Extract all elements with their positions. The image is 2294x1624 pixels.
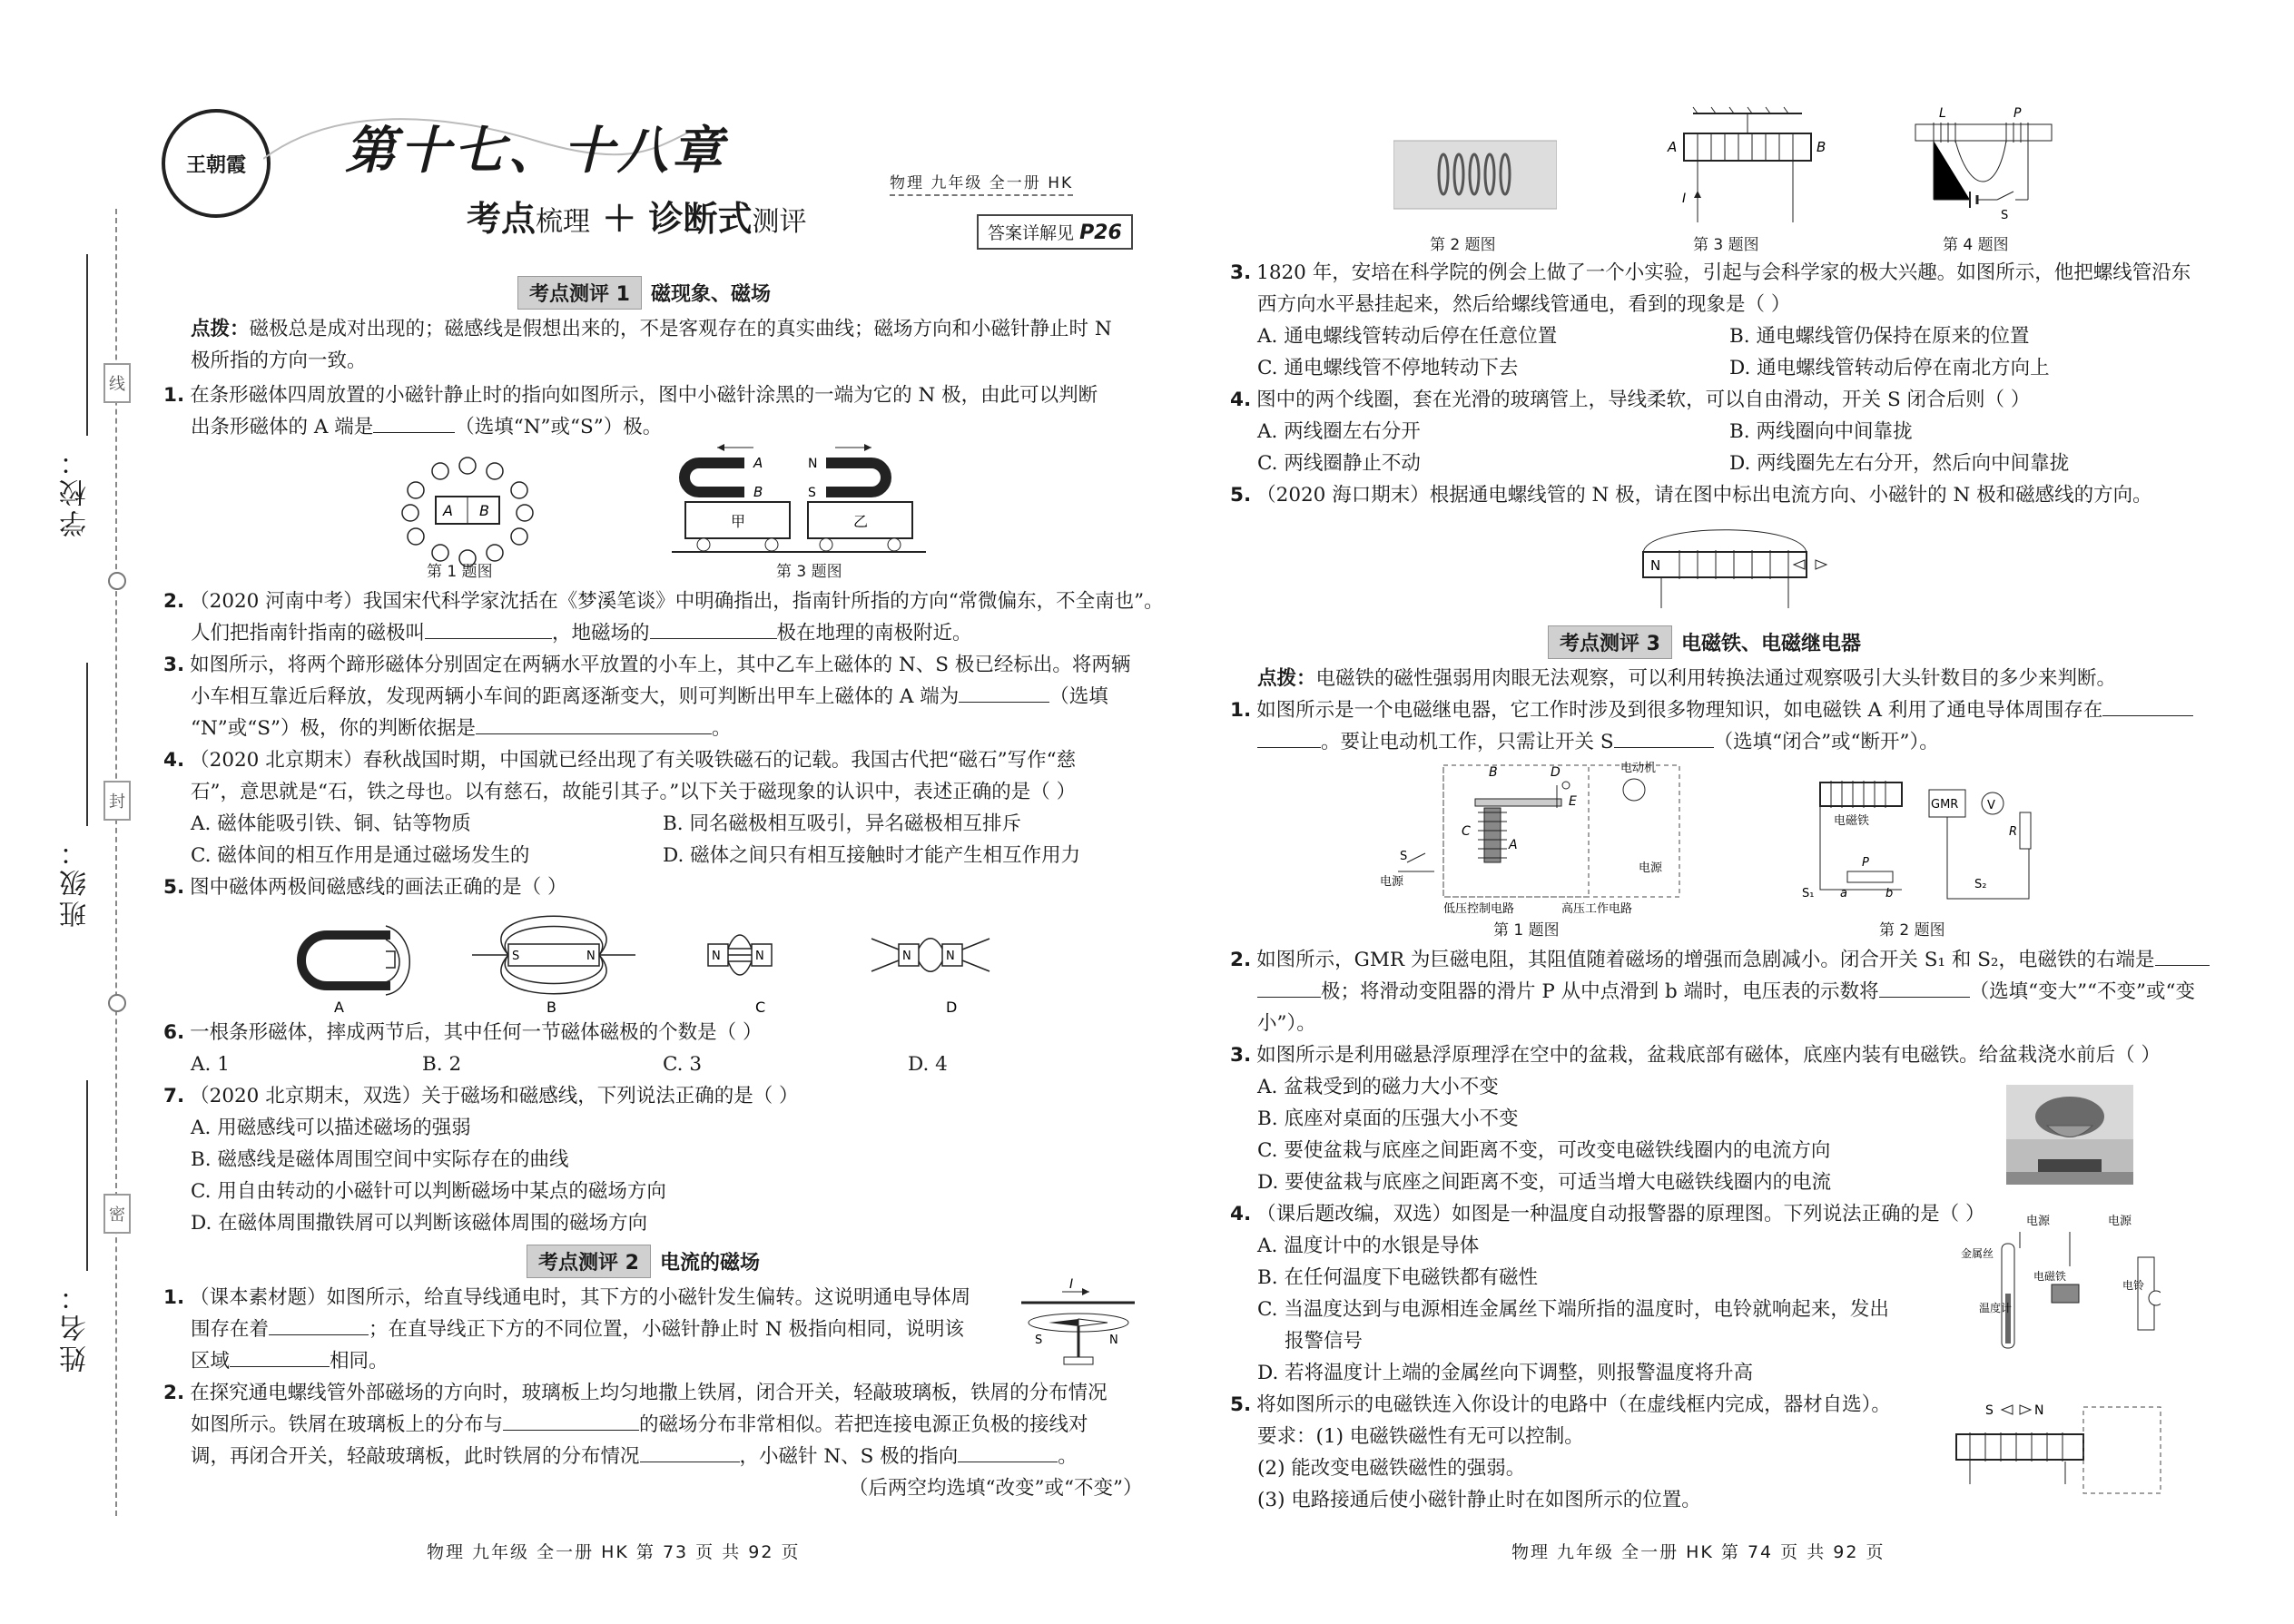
- figure-iron-filings: [1393, 136, 1557, 218]
- class-label: 班级：: [60, 835, 92, 928]
- svg-text:b: b: [1885, 887, 1894, 901]
- svg-text:R: R: [2009, 825, 2018, 839]
- answer-blank[interactable]: [1879, 997, 1970, 998]
- svg-text:低压控制电路: 低压控制电路: [1443, 902, 1515, 916]
- option-d[interactable]: D. 通电螺线管转动后停在南北方向上: [1729, 357, 2050, 379]
- svg-text:B: B: [1816, 139, 1826, 155]
- question-p2-cont2: 调，再闭合开关，轻敲玻璃板，此时铁屑的分布情况 ，小磁针 N、S 极的指向 。: [191, 1445, 1078, 1468]
- answer-blank[interactable]: [269, 1334, 369, 1335]
- question-p1: 1. （课本素材题）如图所示，给直导线通电时，其下方的小磁针发生偏转。这说明通电导体周: [163, 1286, 971, 1309]
- option-a[interactable]: A. 磁体能吸引铁、铜、钴等物质: [191, 812, 471, 835]
- question-p1-cont: 围存在着 ；在直导线正下方的不同位置，小磁针静止时 N 极指向相同，说明该: [191, 1318, 964, 1341]
- svg-text:B: B: [546, 999, 556, 1016]
- option-a[interactable]: A. 用磁感线可以描述磁场的强弱: [191, 1117, 471, 1139]
- seal-seal-mark: 封: [103, 781, 131, 821]
- option-a[interactable]: A. 1: [191, 1053, 230, 1076]
- figure-horseshoe-carts: [672, 440, 926, 563]
- question-p2-note: （后两空均选填“改变”或“不变”）: [849, 1477, 1143, 1500]
- svg-text:B: B: [479, 502, 489, 519]
- binding-dashed-line: [115, 209, 117, 1516]
- svg-text:S: S: [2001, 209, 2009, 222]
- answer-blank[interactable]: [1257, 997, 1321, 998]
- option-b[interactable]: B. 2: [422, 1053, 462, 1076]
- name-blank[interactable]: [86, 1080, 88, 1271]
- svg-text:S₁: S₁: [1802, 887, 1815, 901]
- option-d[interactable]: D. 磁体之间只有相互接触时才能产生相互作用力: [663, 844, 1081, 867]
- question-3: 3. 如图所示，将两个蹄形磁体分别固定在两辆水平放置的小车上，其中乙车上磁体的 N、S 极已经标出。将两辆: [163, 654, 1131, 676]
- question-e2-cont: 极；将滑动变阻器的滑片 P 从中点滑到 b 端时，电压表的示数将 （选填“变大”“不变”或“变: [1257, 976, 2195, 1008]
- requirement-3: (3) 电路接通后使小磁针静止时在如图所示的位置。: [1257, 1489, 1701, 1511]
- option-b[interactable]: B. 在任何温度下电磁铁都有磁性: [1257, 1266, 1538, 1289]
- figure-caption: 第 1 题图: [1493, 921, 1560, 940]
- option-c[interactable]: C. 通电螺线管不停地转动下去: [1257, 357, 1519, 379]
- figure-design-circuit: [1929, 1398, 2165, 1502]
- subtitle: 考点梳理 ＋ 诊断式测评: [467, 199, 807, 239]
- answer-blank[interactable]: [2155, 965, 2210, 966]
- answer-blank[interactable]: [425, 638, 552, 639]
- option-c-cont: 报警信号: [1285, 1330, 1364, 1353]
- option-a[interactable]: A. 两线圈左右分开: [1257, 420, 1421, 443]
- question-r3: 3. 1820 年，安培在科学院的例会上做了一个小实验，引起与会科学家的极大兴趣。如图所示，他把螺线管沿东: [1230, 261, 2191, 284]
- binding-hole: [108, 572, 126, 590]
- question-2-cont: 人们把指南针指南的磁极叫 ，地磁场的 极在地理的南极附近。: [191, 622, 972, 645]
- answer-blank[interactable]: [476, 733, 712, 734]
- svg-text:P: P: [2013, 106, 2022, 121]
- hint-1: 点拨：磁极总是成对出现的；磁感线是假想出来的，不是客观存在的真实曲线；磁场方向和小磁针静止时 N: [191, 318, 1112, 340]
- class-blank[interactable]: [86, 663, 88, 826]
- requirement-1: 要求：(1) 电磁铁磁性有无可以控制。: [1257, 1425, 1584, 1448]
- option-b[interactable]: B. 通电螺线管仍保持在原来的位置: [1729, 325, 2030, 348]
- svg-text:电源: 电源: [2026, 1215, 2051, 1228]
- question-3-cont2: “N”或“S”）极，你的判断依据是 。: [191, 717, 732, 740]
- option-d[interactable]: D. 4: [908, 1053, 948, 1076]
- svg-text:A: A: [443, 502, 453, 519]
- svg-text:E: E: [1569, 794, 1577, 809]
- question-p2: 2. 在探究通电螺线管外部磁场的方向时，玻璃板上均匀地撒上铁屑，闭合开关，轻敲玻璃板，铁屑的分布情况: [163, 1382, 1108, 1404]
- requirement-2: (2) 能改变电磁铁磁性的强弱。: [1257, 1457, 1526, 1480]
- svg-text:电动机: 电动机: [1620, 762, 1657, 775]
- option-b[interactable]: B. 同名磁极相互吸引，异名磁极相互排斥: [663, 812, 1021, 835]
- book-info: 物理 九年级 全一册 HK: [890, 170, 1073, 196]
- question-e1: 1. 如图所示是一个电磁继电器，它工作时涉及到很多物理知识，如电磁铁 A 利用了通电导体周围存在: [1230, 694, 2193, 726]
- svg-text:N: N: [946, 950, 955, 963]
- question-e2: 2. 如图所示，GMR 为巨磁电阻，其阻值随着磁场的增强而急剧减小。闭合开关 S₁ 和 S₂，电磁铁的右端是: [1230, 944, 2210, 976]
- school-label: 学校：: [60, 445, 92, 537]
- svg-text:A: A: [753, 455, 763, 471]
- question-r4: 4. 图中的两个线圈，套在光滑的玻璃管上，导线柔软，可以自由滑动，开关 S 闭合后则（ ）: [1230, 389, 2031, 411]
- svg-text:D: D: [946, 999, 958, 1016]
- question-6: 6. 一根条形磁体，摔成两节后，其中任何一节磁体磁极的个数是（ ）: [163, 1021, 763, 1044]
- seal-line-mark: 线: [103, 363, 131, 403]
- svg-text:A: A: [1509, 838, 1518, 852]
- svg-text:电源: 电源: [2108, 1215, 2132, 1228]
- svg-text:电源: 电源: [1639, 861, 1663, 875]
- page-footer-left: 物理 九年级 全一册 HK 第 73 页 共 92 页: [427, 1542, 801, 1562]
- option-c[interactable]: C. 3: [663, 1053, 703, 1076]
- section-header-2: 考点测评 2 电流的磁场: [527, 1245, 760, 1276]
- answer-reference: 答案详解见 P26: [977, 214, 1133, 250]
- option-d[interactable]: D. 两线圈先左右分开，然后向中间靠拢: [1729, 452, 2070, 475]
- option-c[interactable]: C. 磁体间的相互作用是通过磁场发生的: [191, 844, 530, 867]
- option-b[interactable]: B. 磁感线是磁体周围空间中实际存在的曲线: [191, 1148, 569, 1171]
- question-4: 4. （2020 北京期末）春秋战国时期，中国就已经出现了有关吸铁磁石的记载。我国古代把“磁石”写作“慈: [163, 749, 1077, 772]
- figure-relay-circuit: [1380, 758, 1689, 917]
- option-a[interactable]: A. 温度计中的水银是导体: [1257, 1235, 1480, 1257]
- option-b[interactable]: B. 两线圈向中间靠拢: [1729, 420, 1913, 443]
- question-e3: 3. 如图所示是利用磁悬浮原理浮在空中的盆栽，盆栽底部有磁体，底座内装有电磁铁。给盆栽浇水前后（ ）: [1230, 1044, 2161, 1067]
- figure-levitating-plant-photo: [2006, 1085, 2133, 1185]
- svg-text:N: N: [1650, 557, 1661, 574]
- name-label: 姓名：: [60, 1280, 92, 1373]
- section-header-1: 考点测评 1 磁现象、磁场: [517, 277, 771, 308]
- binding-hole: [108, 994, 126, 1012]
- svg-text:乙: 乙: [853, 513, 869, 530]
- svg-text:金属丝: 金属丝: [1961, 1247, 1994, 1260]
- seal-dense-mark: 密: [103, 1194, 131, 1234]
- svg-text:GMR: GMR: [1931, 798, 1959, 812]
- svg-text:I: I: [1069, 1277, 1074, 1292]
- option-c[interactable]: C. 要使盆栽与底座之间距离不变，可改变电磁铁线圈内的电流方向: [1257, 1139, 1831, 1162]
- svg-text:高压工作电路: 高压工作电路: [1561, 902, 1633, 916]
- svg-text:N: N: [586, 950, 596, 963]
- figure-caption: 第 3 题图: [776, 563, 842, 581]
- question-4-cont: 石”，意思就是“石，铁之母也。以有慈石，故能引其子。”以下关于磁现象的认识中，表述正确的是（ ）: [191, 781, 1077, 803]
- svg-text:N: N: [2034, 1403, 2044, 1418]
- figure-two-coils: [1906, 104, 2061, 222]
- figure-bar-magnet-compasses: [390, 449, 545, 576]
- figure-gmr-circuit: [1784, 772, 2038, 912]
- svg-text:a: a: [1840, 887, 1847, 901]
- option-d[interactable]: D. 在磁体周围撒铁屑可以判断该磁体周围的磁场方向: [191, 1212, 648, 1235]
- svg-text:L: L: [1939, 106, 1946, 121]
- option-d[interactable]: D. 要使盆栽与底座之间距离不变，可适当增大电磁铁线圈内的电流: [1257, 1171, 1832, 1194]
- question-1-cont: 出条形磁体的 A 端是 （选填“N”或“S”）极。: [191, 416, 663, 438]
- school-blank[interactable]: [86, 254, 88, 436]
- svg-text:S: S: [1985, 1403, 1994, 1418]
- figure-wire-compass: [1008, 1275, 1144, 1375]
- chapter-title: 第十七、十八章: [345, 122, 726, 181]
- question-3-cont: 小车相互靠近后释放，发现两辆小车间的距离逐渐变大，则可判断出甲车上磁体的 A 端为 （选填: [191, 685, 1108, 708]
- answer-blank[interactable]: [2102, 715, 2193, 716]
- question-r3-cont: 西方向水平悬挂起来，然后给螺线管通电，看到的现象是（ ）: [1257, 293, 1791, 316]
- question-1: 1. 在条形磁体四周放置的小磁针静止时的指向如图所示，图中小磁针涂黑的一端为它的 N 极，由此可以判断: [163, 384, 1098, 407]
- svg-text:N: N: [712, 950, 721, 963]
- figure-caption: 第 4 题图: [1943, 236, 2009, 254]
- question-e1-cont: 。要让电动机工作，只需让开关 S （选填“闭合”或“断开”）。: [1257, 726, 1939, 758]
- hint-1-cont: 极所指的方向一致。: [191, 349, 367, 372]
- svg-text:S₂: S₂: [1974, 878, 1987, 891]
- svg-text:甲: 甲: [731, 513, 746, 530]
- option-a[interactable]: A. 盆栽受到的磁力大小不变: [1257, 1076, 1499, 1098]
- option-c[interactable]: C. 用自由转动的小磁针可以判断磁场中某点的磁场方向: [191, 1180, 666, 1203]
- figure-hanging-solenoid: [1657, 104, 1838, 227]
- question-7: 7. （2020 北京期末，双选）关于磁场和磁感线，下列说法正确的是（ ）: [163, 1085, 799, 1107]
- question-e4: 4. （课后题改编，双选）如图是一种温度自动报警器的原理图。下列说法正确的是（ ）: [1230, 1203, 1985, 1225]
- question-e2-cont2: 小”）。: [1257, 1012, 1316, 1035]
- answer-blank[interactable]: [1257, 747, 1321, 748]
- section-header-3: 考点测评 3 电磁铁、电磁继电器: [1548, 626, 1861, 657]
- figure-caption: 第 2 题图: [1430, 236, 1496, 254]
- option-a[interactable]: A. 通电螺线管转动后停在任意位置: [1257, 325, 1558, 348]
- svg-text:A: A: [334, 999, 344, 1016]
- svg-text:B: B: [1489, 765, 1498, 780]
- answer-blank[interactable]: [373, 432, 455, 433]
- figure-temperature-alarm: [1961, 1212, 2161, 1357]
- question-p1-cont2: 区域 相同。: [191, 1350, 389, 1373]
- option-d[interactable]: D. 若将温度计上端的金属丝向下调整，则报警温度将升高: [1257, 1362, 1754, 1384]
- figure-field-lines-options: [290, 908, 1035, 1017]
- answer-blank[interactable]: [959, 702, 1049, 703]
- svg-text:A: A: [1668, 139, 1678, 155]
- svg-text:N: N: [1109, 1334, 1118, 1347]
- svg-text:N: N: [808, 457, 818, 471]
- question-r5: 5. （2020 海口期末）根据通电螺线管的 N 极，请在图中标出电流方向、小磁针的 N 极和磁感线的方向。: [1230, 484, 2152, 507]
- hint-3: 点拨：电磁铁的磁性强弱用肉眼无法观察，可以利用转换法通过观察吸引大头针数目的多少来判断。: [1257, 667, 2117, 690]
- svg-text:B: B: [753, 484, 763, 500]
- svg-text:V: V: [1987, 799, 1995, 812]
- figure-caption: 第 1 题图: [427, 563, 493, 581]
- answer-blank[interactable]: [650, 638, 777, 639]
- question-2: 2. （2020 河南中考）我国宋代科学家沈括在《梦溪笔谈》中明确指出，指南针所指的方向“常微偏东，不全南也”。: [163, 590, 1164, 613]
- svg-text:电磁铁: 电磁铁: [2033, 1270, 2067, 1283]
- svg-text:C: C: [755, 999, 766, 1016]
- svg-text:C: C: [1462, 824, 1471, 839]
- question-p2-cont: 如图所示。铁屑在玻璃板上的分布与 的磁场分布非常相似。若把连接电源正负极的接线对: [191, 1413, 1088, 1436]
- svg-text:S: S: [808, 486, 816, 500]
- svg-text:S: S: [1400, 850, 1408, 863]
- option-c[interactable]: C. 当温度达到与电源相连金属丝下端所指的温度时，电铃就响起来，发出: [1257, 1298, 1889, 1321]
- svg-text:S: S: [512, 950, 520, 963]
- question-5: 5. 图中磁体两极间磁感线的画法正确的是（ ）: [163, 876, 567, 899]
- svg-text:N: N: [902, 950, 911, 963]
- svg-text:P: P: [1862, 856, 1869, 870]
- svg-text:N: N: [755, 950, 764, 963]
- option-c[interactable]: C. 两线圈静止不动: [1257, 452, 1421, 475]
- answer-blank[interactable]: [503, 1430, 639, 1431]
- svg-text:温度计: 温度计: [1979, 1302, 2013, 1314]
- svg-text:电磁铁: 电磁铁: [1834, 814, 1870, 828]
- brand-logo: 王朝霞: [162, 109, 271, 218]
- answer-blank[interactable]: [230, 1366, 330, 1367]
- question-e5: 5. 将如图所示的电磁铁连入你设计的电路中（在虚线框内完成，器材自选）。: [1230, 1393, 1891, 1416]
- svg-text:D: D: [1551, 765, 1561, 780]
- figure-solenoid-n-pole: [1625, 527, 1852, 613]
- svg-text:S: S: [1035, 1334, 1043, 1347]
- svg-text:电铃: 电铃: [2122, 1279, 2145, 1292]
- svg-text:I: I: [1682, 192, 1687, 206]
- answer-blank[interactable]: [1614, 747, 1714, 748]
- svg-text:电源: 电源: [1380, 875, 1404, 889]
- figure-caption: 第 3 题图: [1693, 236, 1759, 254]
- figure-caption: 第 2 题图: [1879, 921, 1945, 940]
- option-b[interactable]: B. 底座对桌面的压强大小不变: [1257, 1107, 1519, 1130]
- page-footer-right: 物理 九年级 全一册 HK 第 74 页 共 92 页: [1511, 1542, 1885, 1562]
